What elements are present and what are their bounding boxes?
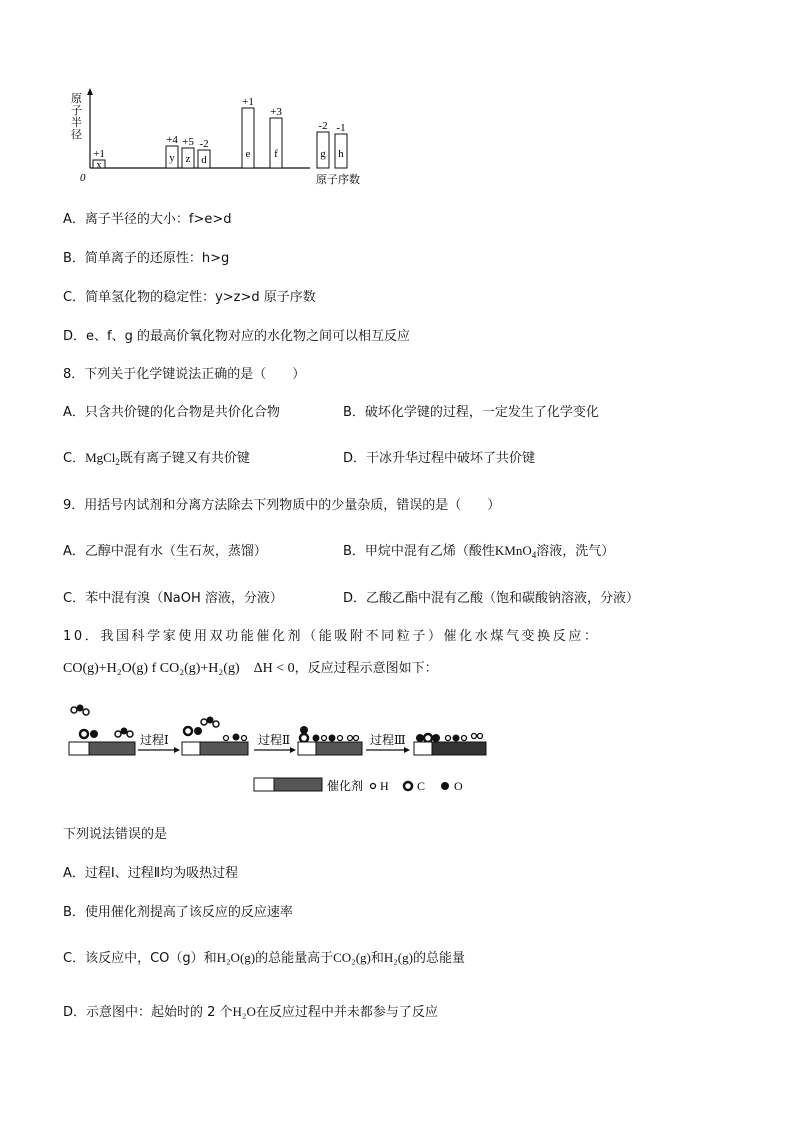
h-atom: [83, 709, 89, 715]
h-atom: [462, 736, 467, 741]
o-atom: [77, 705, 84, 712]
q9-formula-sub: 4: [531, 550, 537, 560]
q10-option-c: [63, 947, 465, 966]
q8-option-c: [63, 447, 250, 467]
bar-letter-g: g: [320, 148, 326, 160]
bar-letter-f: f: [274, 148, 278, 160]
y-axis-label: 径: [71, 129, 82, 141]
h-atom: [242, 736, 247, 741]
q8-option-c-label: C．: [63, 451, 86, 466]
q8-option-c-text: 既有离子键又有共价键: [119, 451, 250, 466]
q10-option-c-label: C．该反应中，CO（g）和: [63, 951, 217, 966]
o-atom: [90, 730, 98, 738]
o-atom: [453, 735, 460, 742]
q10-option-b: B．使用催化剂提高了该反应的反应速率: [63, 905, 293, 920]
q7-option-d: D．e、f、g 的最高价氧化物对应的水化物之间可以相互反应: [63, 329, 410, 344]
q8-stem: 8．下列关于化学键说法正确的是（ ）: [63, 367, 306, 382]
catalyst: [200, 742, 248, 755]
legend-o-label: O: [454, 779, 463, 793]
c-atom: [80, 730, 88, 738]
q10-equation-tail: ，反应过程示意图如下：: [294, 661, 438, 676]
h-atom: [348, 736, 353, 741]
process-1-label: 过程Ⅰ: [140, 733, 169, 747]
q10-equation: CO(g)+H₂O(g) f CO₂(g)+H₂(g) ΔH < 0: [63, 661, 295, 676]
legend-catalyst-swatch: [254, 778, 274, 791]
bar-letter-y: y: [169, 152, 175, 164]
h-atom: [472, 734, 477, 739]
q10-option-d-label: D．示意图中：起始时的 2 个: [63, 1005, 233, 1020]
c-atom: [184, 727, 192, 735]
bar-letter-e: e: [245, 148, 251, 160]
q8-option-d: D．干冰升华过程中破坏了共价键: [343, 451, 536, 466]
o-atom: [329, 735, 336, 742]
h-atom: [224, 736, 229, 741]
q9-option-b-label: B．甲烷中混有乙烯（酸性: [343, 544, 495, 559]
bar-f: [270, 118, 282, 168]
catalyst: [316, 742, 362, 755]
origin-label: 0: [80, 172, 86, 184]
arrow-head: [174, 747, 180, 753]
h-atom: [322, 736, 327, 741]
h-atom: [127, 731, 133, 737]
o-atom: [194, 727, 202, 735]
q9-stem: 9．用括号内试剂和分离方法除去下列物质中的少量杂质，错误的是（ ）: [63, 498, 501, 513]
y-axis-label: 子: [71, 105, 82, 117]
q10-option-c-text: 的总能量: [412, 951, 465, 966]
y-axis-label: 半: [71, 117, 82, 129]
q10-formula: H₂(g): [383, 950, 413, 965]
reaction-process-diagram: [64, 700, 504, 804]
q9-option-b-text: 溶液，洗气）: [536, 544, 615, 559]
o-atom: [432, 734, 440, 742]
arrow-head: [290, 747, 296, 753]
q10-formula: CO₂(g): [333, 950, 371, 965]
h-atom: [478, 734, 483, 739]
process-2-label: 过程Ⅱ: [258, 733, 291, 747]
q10-option-d: [63, 1001, 438, 1020]
q10-formula: H₂O: [232, 1004, 256, 1019]
bar-letter-d: d: [201, 154, 207, 166]
h-atom: [354, 736, 359, 741]
catalyst: [89, 742, 135, 755]
arrow-head: [404, 747, 410, 753]
legend-c-icon: [404, 782, 412, 790]
process-3-label: 过程Ⅲ: [370, 733, 406, 747]
q10-formula: H₂O(g): [216, 950, 256, 965]
bar-charge-g: -2: [318, 120, 328, 132]
q8-option-a: A．只含共价键的化合物是共价化合物: [63, 405, 280, 420]
catalyst: [69, 742, 89, 755]
q8-option-b: B．破坏化学键的过程，一定发生了化学变化: [343, 405, 599, 420]
q9-formula: [495, 543, 536, 558]
catalyst: [182, 742, 200, 755]
c-atom: [424, 734, 432, 742]
q8-formula-sub: 2: [115, 457, 120, 467]
o-atom: [313, 735, 320, 742]
bar-charge-e: +1: [242, 96, 254, 108]
bar-letter-x: x: [96, 159, 102, 171]
bar-charge-y: +4: [166, 134, 178, 146]
catalyst: [432, 742, 486, 755]
h-atom: [71, 707, 77, 713]
q7-option-b: B．简单离子的还原性：h>g: [63, 251, 230, 266]
bar-charge-z: +5: [182, 136, 194, 148]
legend-h-label: H: [380, 779, 389, 793]
y-axis-arrow: [87, 88, 93, 95]
legend-catalyst-swatch: [274, 778, 322, 791]
bar-letter-h: h: [338, 148, 344, 160]
h-atom: [446, 736, 451, 741]
q9-option-d: D．乙酸乙酯中混有乙酸（饱和碳酸钠溶液，分液）: [343, 591, 640, 606]
catalyst: [298, 742, 316, 755]
bar-charge-x: +1: [93, 148, 105, 160]
h-atom: [201, 719, 207, 725]
h-atom: [115, 731, 121, 737]
q9-option-c: C．苯中混有溴（NaOH 溶液，分液）: [63, 591, 283, 606]
o-atom: [207, 717, 214, 724]
legend-catalyst-label: 催化剂: [327, 779, 364, 793]
q9-option-a: A．乙醇中混有水（生石灰，蒸馏）: [63, 544, 267, 559]
legend-c-label: C: [417, 779, 426, 793]
legend-o-icon: [441, 782, 449, 790]
bar-charge-d: -2: [199, 138, 209, 150]
q10-prompt: 下列说法错误的是: [63, 827, 168, 842]
bar-letter-z: z: [185, 153, 191, 165]
c-atom: [300, 734, 308, 742]
bar-charge-f: +3: [270, 106, 282, 118]
bar-group: [93, 96, 347, 171]
q8-formula: [85, 450, 120, 465]
catalyst: [414, 742, 432, 755]
o-atom: [233, 734, 240, 741]
q8-formula-base: MgCl: [85, 450, 116, 465]
x-axis-label: 原子序数: [316, 174, 360, 186]
q10-option-d-text: 在反应过程中并未都参与了反应: [255, 1005, 438, 1020]
bar-charge-h: -1: [336, 122, 346, 134]
q10-equation-line: [63, 657, 438, 677]
q7-option-a: A．离子半径的大小：f>e>d: [63, 212, 232, 227]
q9-formula-base: KMnO: [494, 543, 532, 558]
q10-stem: 10．我国科学家使用双功能催化剂（能吸附不同粒子）催化水煤气变换反应：: [63, 629, 600, 644]
q10-option-a: A．过程Ⅰ、过程Ⅱ均为吸热过程: [63, 866, 239, 881]
y-axis-label: 原: [71, 93, 82, 105]
legend-h-icon: [371, 784, 376, 789]
q9-option-b: [343, 540, 614, 560]
h-atom: [338, 736, 343, 741]
q10-option-c-text: 和: [370, 951, 384, 966]
q7-option-c: C．简单氢化物的稳定性：y>z>d 原子序数: [63, 290, 316, 305]
q10-option-c-text: 的总能量高于: [255, 951, 334, 966]
h-atom: [213, 721, 219, 727]
atomic-radius-chart: [60, 86, 380, 190]
